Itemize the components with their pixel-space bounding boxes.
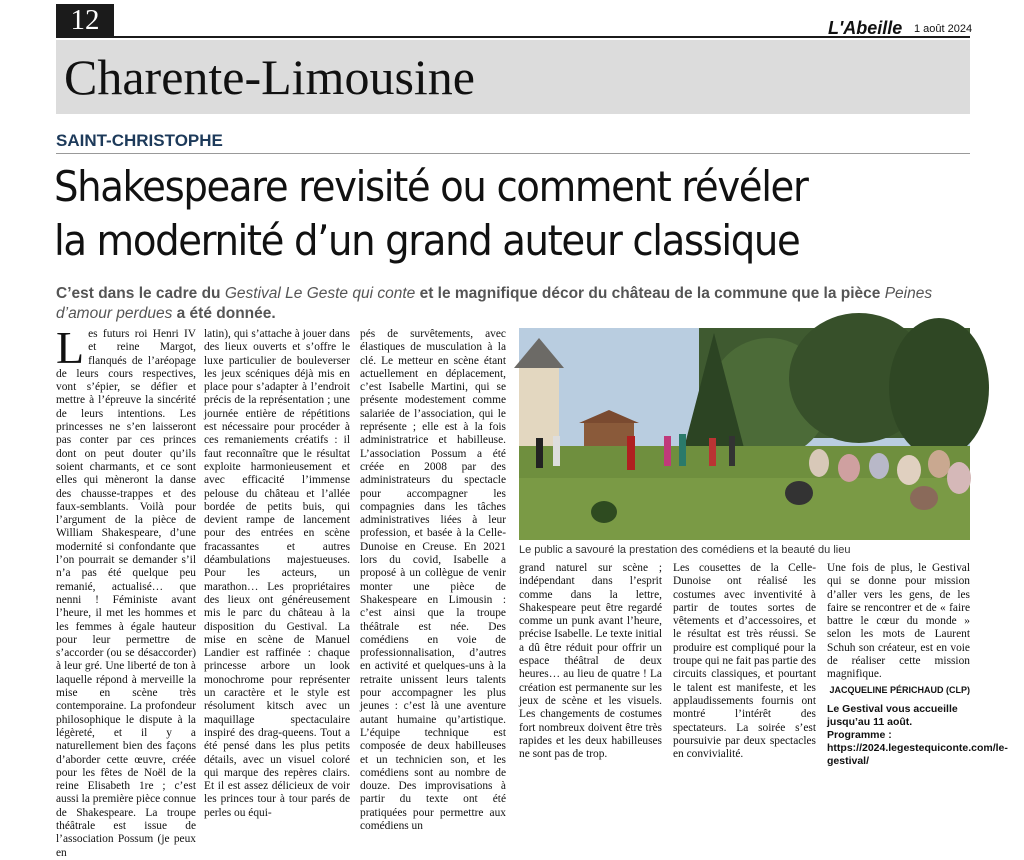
author-byline: JACQUELINE PÉRICHAUD (CLP) <box>829 684 970 695</box>
lede-part-5: a été donnée. <box>172 305 276 322</box>
drop-cap: L <box>56 322 85 373</box>
photo-illustration <box>519 328 970 540</box>
article-column-5: Les cousettes de la Celle-Dunoise ont réalisé les costumes avec inventivité à partir de toutes sortes de vêtements et d’accessoires, et le résultat est très réussi. Se produire est compliqué pour la troupe qui ne fait pas partie des circuits classiques, et pourtant le talent est manifeste, et les applaudissements fournis ont montré l’intérêt des spectateurs. La soirée s’est poursuivie par deux spectacles en convivialité. <box>673 562 816 761</box>
article-column-1 <box>56 322 196 859</box>
article-kicker: SAINT-CHRISTOPHE <box>56 131 223 150</box>
newspaper-name: L'Abeille <box>828 18 903 38</box>
headline-line-2: la modernité d’un grand auteur classique <box>54 216 800 265</box>
article-column-3: pés de survêtements, avec élastiques de musculation à la clé. Le metteur en scène étant actuellement en déplacement, c’est Isabelle Martini, qui se présente modestement comme salariée de l’association, qui le représente ; elle est à la fois administratrice et habilleuse. L’association Possum a été créée en 2008 par des administrateurs du spectacle pour accompagner les compagnies dans les tâches administratives liées à leur profession, et basée à la Celle-Dunoise en Creuse. En 2021 lors du covid, Isabelle a proposé à un collègue de venir monter une pièce de Shakespeare en Limousin : c’est ainsi que la troupe théâtrale est née. Des comédiens en voie de professionnalisation, d’autres en activité et quelques-uns à la retraite unissent leurs talents pour accompagner les plus jeunes : c’est là une aventure autant humaine qu’artistique. L’équipe technique est composée de deux habilleuses et un technicien son, et les comédiens sont au nombre de douze. Des improvisations à partir du texte ont été pratiquées pour permettre aux comédiens un <box>360 328 506 832</box>
lede-play-title: Peines d’amour perdues <box>56 285 933 322</box>
article-photo <box>519 328 970 540</box>
article-column-2: latin), qui s’attache à jouer dans des lieux ouverts et s’offre le luxe particulier de bouleverser les jeux scéniques déjà mis en place pour s’adapter à l’endroit précis de la représentation ; une journée entière de répétitions est nécessaire pour procéder à ces remaniements créatifs : il faut reconnaître que le résultat exploite harmonieusement et avec efficacité l’immense pelouse du château et l’allée bordée de petits buis, qui devient rampe de lancement pour des entrées en scène fracassantes et autres déambulations majestueuses. Pour les acteurs, un marathon… Les propriétaires des lieux ont généreusement mis le parc du château à la disposition du Gestival. La mise en scène de Manuel Landier est raffinée : chaque princesse arbore un look monochrome pour représenter un caractère et le style est résolument kitsch avec un maquillage spectaculaire inspiré des drag-queens. Tout a été pensé dans les plus petits détails, avec un visuel coloré qui marque des repères clairs. Et il est assez délicieux de voir les princes tour à tour parés de perles ou équi- <box>204 328 350 819</box>
lede-part-1: C’est dans le cadre du <box>56 285 225 302</box>
lede-festival-name: Gestival Le Geste qui conte <box>224 285 416 302</box>
headline-line-1: Shakespeare revisité ou comment révéler <box>54 162 808 211</box>
kicker-rule <box>56 153 970 154</box>
article-column-6 <box>827 562 1008 767</box>
issue-date: 1 août 2024 <box>914 23 973 35</box>
info-box: Le Gestival vous accueille jusqu’au 11 août. Programme : https://2024.legestequiconte.com/le-gestival/ <box>827 702 1008 767</box>
article-headline <box>54 160 900 268</box>
lede-part-3: et le magnifique décor du château de la commune que la pièce <box>415 285 885 302</box>
section-title: Charente-Limousine <box>64 49 475 105</box>
column-6-text: Une fois de plus, le Gestival qui se donne pour mission d’aller vers les gens, de les faire se rencontrer et de « faire battre le cœur du monde » selon les mots de Laurent Schuh son créateur, est en voie de réaliser cette mission magnifique. <box>827 562 970 681</box>
photo-caption: Le public a savouré la prestation des comédiens et la beauté du lieu <box>519 544 851 556</box>
page-number: 12 <box>56 4 114 37</box>
article-column-4: grand naturel sur scène ; indépendant dans l’esprit comme dans la lettre, Shakespeare peut être regardé comme un punk avant l’heure, précise Isabelle. Le texte initial a dû être réduit pour offrir un espace théâtral de deux heures… au lieu de quatre ! La création est permanente sur les jeux de scène et les visuels. Les changements de costumes fort nombreux doivent être très rapides et les deux habilleuses ne sont pas de trop. <box>519 562 662 761</box>
column-1-text: es futurs roi Henri IV et reine Margot, flanqués de l’aréopage de leurs cours respectives, vont s’épier, se défier et mettre à l’épreuve la sincérité de leurs intentions. Les princesses ne s’en laisseront pas conter par ces princes dont on peut douter qu’ils soient charmants, et ce sont elles qui mèneront la danse des chausse-trappes et des faux-semblants. Voilà pour l’argument de la pièce de William Shakespeare, d’une modernité si confondante que l’on pourrait se demander s’il n’a pas été quelque peu remanié, actualisé… que nenni ! Féministe avant l’heure, il met les hommes et les femmes à égale hauteur pour leur permettre de s’accorder (ou se désaccorder) à leur gré. Une liberté de ton à laquelle répond à merveille la mise en scène très contemporaine. La profondeur philosophique le dispute à la légèreté, et il y a naturellement bien des façons d’aborder cette œuvre, créée pour les fêtes de Noël de la reine Elisabeth 1re ; c’est aussi la première pièce connue de Shakespeare. La troupe théâtrale est issue de l’association Possum (je peux en <box>56 328 196 859</box>
